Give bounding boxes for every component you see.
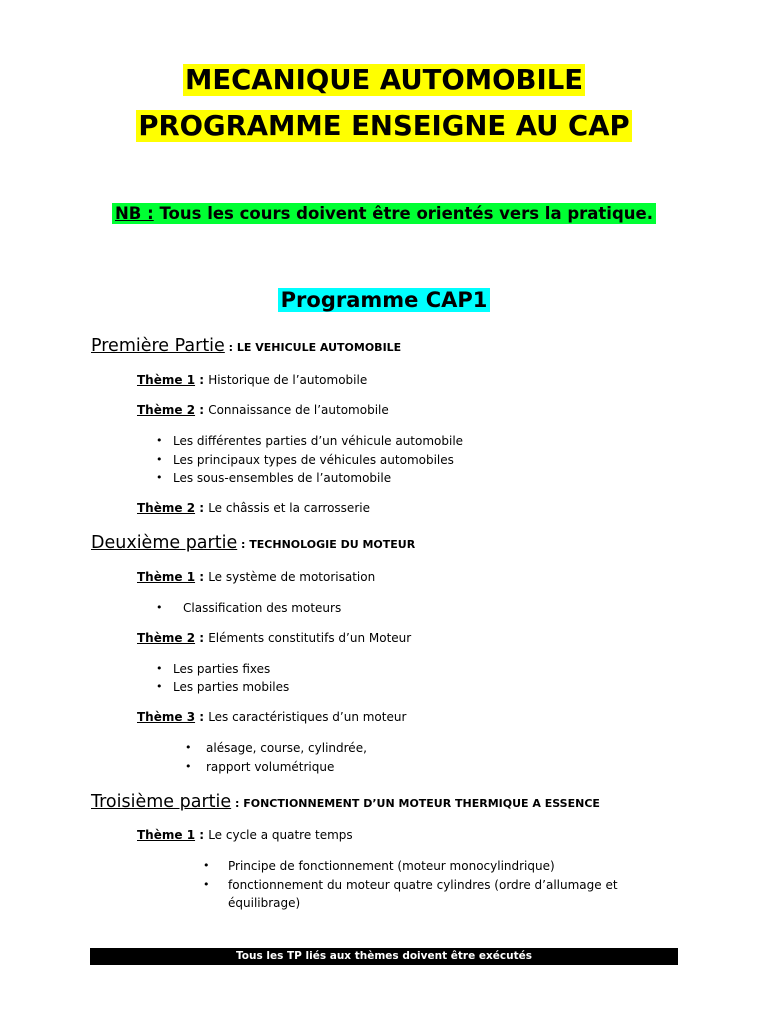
theme-text: Les caractéristiques d’un moteur	[208, 710, 407, 724]
theme-label: Thème 3	[137, 710, 196, 724]
bullet-icon: •	[203, 859, 210, 872]
theme-text: Le châssis et la carrosserie	[208, 501, 370, 515]
document-title-line2: PROGRAMME ENSEIGNE AU CAP	[138, 110, 630, 142]
part-subtitle: : TECHNOLOGIE DU MOTEUR	[237, 538, 416, 551]
part-name: Troisième partie	[91, 792, 232, 812]
footer-banner: Tous les TP liés aux thèmes doivent être exécutés	[90, 948, 678, 965]
list-item-continuation: équilibrage)	[228, 896, 301, 910]
list-item: • Classification des moteurs	[156, 601, 342, 615]
part-subtitle: : FONCTIONNEMENT D’UN MOTEUR THERMIQUE A ESSENCE	[231, 797, 600, 810]
theme-label: Thème 2	[137, 403, 196, 417]
theme-label: Thème 1	[137, 828, 196, 842]
list-item: • rapport volumétrique	[185, 760, 335, 774]
list-item: • alésage, course, cylindrée,	[185, 741, 367, 755]
theme-line: Thème 2 : Eléments constitutifs d’un Moteur	[137, 631, 412, 645]
bullet-icon: •	[156, 601, 163, 614]
theme-label: Thème 2	[137, 631, 196, 645]
theme-text: Le cycle a quatre temps	[208, 828, 353, 842]
list-item: • Les parties fixes	[156, 662, 271, 676]
list-item: • fonctionnement du moteur quatre cylindres (ordre d’allumage et	[203, 878, 618, 892]
list-item: • Principe de fonctionnement (moteur monocylindrique)	[203, 859, 555, 873]
list-item: • Les sous-ensembles de l’automobile	[156, 471, 392, 485]
bullet-icon: •	[156, 453, 163, 466]
nb-text: Tous les cours doivent être orientés vers la pratique.	[153, 204, 653, 223]
list-item: • Les parties mobiles	[156, 680, 290, 694]
bullet-icon: •	[203, 878, 210, 891]
theme-line: Thème 2 : Connaissance de l’automobile	[137, 403, 389, 417]
bullet-icon: •	[156, 471, 163, 484]
theme-label: Thème 1	[137, 373, 196, 387]
theme-line: Thème 2 : Le châssis et la carrosserie	[137, 501, 370, 515]
document-title-line1: MECANIQUE AUTOMOBILE	[184, 64, 584, 96]
theme-text: Historique de l’automobile	[208, 373, 368, 387]
bullet-icon: •	[156, 680, 163, 693]
part-heading	[91, 792, 600, 812]
part-subtitle: : LE VEHICULE AUTOMOBILE	[224, 341, 402, 354]
nb-note	[0, 201, 768, 227]
theme-text: Connaissance de l’automobile	[208, 403, 389, 417]
bullet-icon: •	[185, 741, 192, 754]
bullet-icon: •	[156, 662, 163, 675]
bullet-icon: •	[185, 760, 192, 773]
theme-text: Eléments constitutifs d’un Moteur	[208, 631, 412, 645]
part-heading	[91, 336, 401, 356]
theme-label: Thème 1	[137, 570, 196, 584]
part-name: Première Partie	[91, 336, 225, 356]
theme-label: Thème 2	[137, 501, 196, 515]
theme-text: Le système de motorisation	[208, 570, 376, 584]
theme-line: Thème 1 : Le cycle a quatre temps	[137, 828, 353, 842]
program-title: Programme CAP1	[0, 285, 768, 315]
theme-line: Thème 1 : Historique de l’automobile	[137, 373, 368, 387]
bullet-icon: •	[156, 434, 163, 447]
part-heading	[91, 533, 415, 553]
theme-line: Thème 3 : Les caractéristiques d’un moteur	[137, 710, 407, 724]
theme-line: Thème 1 : Le système de motorisation	[137, 570, 376, 584]
nb-label: NB :	[115, 204, 154, 223]
part-name: Deuxième partie	[91, 533, 238, 553]
list-item: • Les différentes parties d’un véhicule automobile	[156, 434, 464, 448]
list-item: • Les principaux types de véhicules automobiles	[156, 453, 454, 467]
